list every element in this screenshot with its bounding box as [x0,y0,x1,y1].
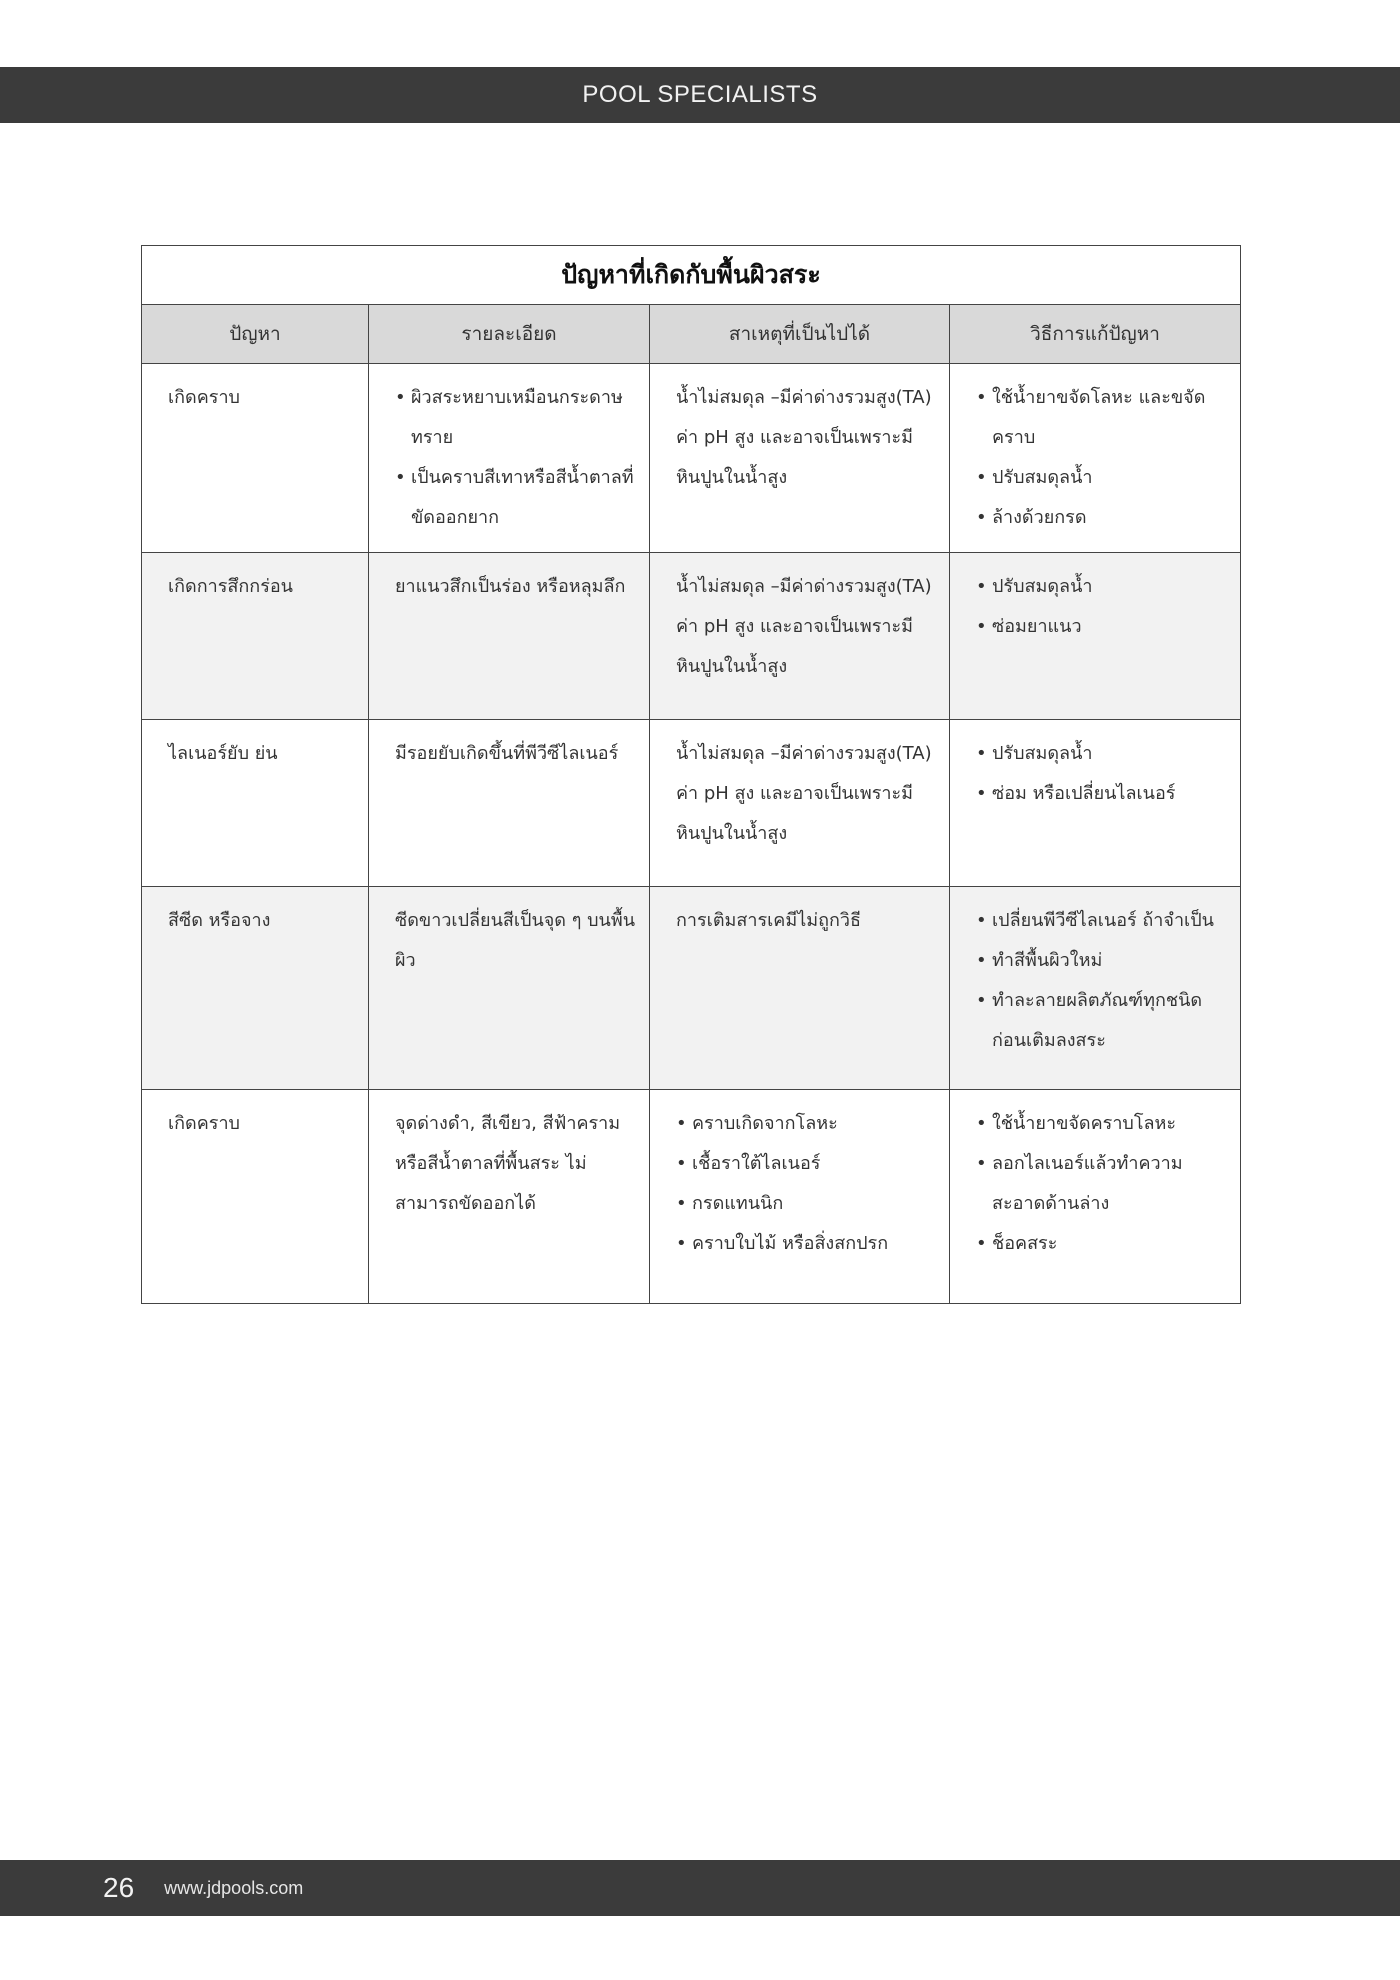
solution-cell [950,720,1241,887]
solution-cell [950,364,1241,553]
brand-title: POOL SPECIALISTS [582,81,818,108]
page-number: 26 [103,1872,135,1903]
cause-cell [650,1090,950,1304]
solution-item: • ใช้น้ำยาขจัดโลหะ และขจัดคราบ [976,378,1228,458]
cause-cell: น้ำไม่สมดุล –มีค่าด่างรวมสูง(TA) ค่า pH สูง และอาจเป็นเพราะมีหินปูนในน้ำสูง [650,364,950,553]
column-header-solution: วิธีการแก้ปัญหา [950,305,1241,364]
solution-cell [950,887,1241,1090]
table-row [142,553,1241,720]
solution-cell [950,1090,1241,1304]
table-row [142,720,1241,887]
solution-cell [950,553,1241,720]
cause-item: • คราบใบไม้ หรือสิ่งสกปรก [676,1224,937,1264]
table-row [142,1090,1241,1304]
cause-item: • คราบเกิดจากโลหะ [676,1104,937,1144]
solution-item: • เปลี่ยนพีวีซีไลเนอร์ ถ้าจำเป็น [976,901,1228,941]
problem-cell: สีซีด หรือจาง [142,887,369,1090]
table-row [142,364,1241,553]
solution-item: • ทำละลายผลิตภัณฑ์ทุกชนิดก่อนเติมลงสระ [976,981,1228,1061]
table-row [142,887,1241,1090]
details-cell: ซีดขาวเปลี่ยนสีเป็นจุด ๆ บนพื้นผิว [369,887,650,1090]
footer-bar [0,1860,1400,1916]
table-header-row [142,305,1241,364]
column-header-cause: สาเหตุที่เป็นไปได้ [650,305,950,364]
header-bar [0,67,1400,123]
website-url: www.jdpools.com [164,1877,304,1898]
solution-item: • ทำสีพื้นผิวใหม่ [976,941,1228,981]
solution-item: • ใช้น้ำยาขจัดคราบโลหะ [976,1104,1228,1144]
surface-problems-table [141,245,1241,1304]
column-header-problem: ปัญหา [142,305,369,364]
solution-item: • ปรับสมดุลน้ำ [976,734,1228,774]
details-item: • ผิวสระหยาบเหมือนกระดาษทราย [395,378,637,458]
details-cell: มีรอยยับเกิดขึ้นที่พีวีซีไลเนอร์ [369,720,650,887]
details-cell [369,364,650,553]
problem-cell: เกิดคราบ [142,1090,369,1304]
solution-item: • ซ่อม หรือเปลี่ยนไลเนอร์ [976,774,1228,814]
surface-problems-table-container [141,245,1240,1304]
solution-item: • ปรับสมดุลน้ำ [976,458,1228,498]
solution-item: • ซ่อมยาแนว [976,607,1228,647]
cause-item: • กรดแทนนิก [676,1184,937,1224]
details-cell: จุดด่างดำ, สีเขียว, สีฟ้าคราม หรือสีน้ำตาลที่พื้นสระ ไม่สามารถขัดออกได้ [369,1090,650,1304]
details-item: • เป็นคราบสีเทาหรือสีน้ำตาลที่ขัดออกยาก [395,458,637,538]
cause-cell: การเติมสารเคมีไม่ถูกวิธี [650,887,950,1090]
solution-item: • ช็อคสระ [976,1224,1228,1264]
problem-cell: เกิดการสึกกร่อน [142,553,369,720]
table-title: ปัญหาที่เกิดกับพื้นผิวสระ [142,246,1241,305]
column-header-details: รายละเอียด [369,305,650,364]
solution-item: • ล้างด้วยกรด [976,498,1228,538]
problem-cell: ไลเนอร์ยับ ย่น [142,720,369,887]
details-cell: ยาแนวสึกเป็นร่อง หรือหลุมลึก [369,553,650,720]
solution-item: • ปรับสมดุลน้ำ [976,567,1228,607]
solution-item: • ลอกไลเนอร์แล้วทำความสะอาดด้านล่าง [976,1144,1228,1224]
problem-cell: เกิดคราบ [142,364,369,553]
cause-cell: น้ำไม่สมดุล –มีค่าด่างรวมสูง(TA) ค่า pH สูง และอาจเป็นเพราะมีหินปูนในน้ำสูง [650,720,950,887]
cause-item: • เชื้อราใต้ไลเนอร์ [676,1144,937,1184]
cause-cell: น้ำไม่สมดุล –มีค่าด่างรวมสูง(TA) ค่า pH สูง และอาจเป็นเพราะมีหินปูนในน้ำสูง [650,553,950,720]
